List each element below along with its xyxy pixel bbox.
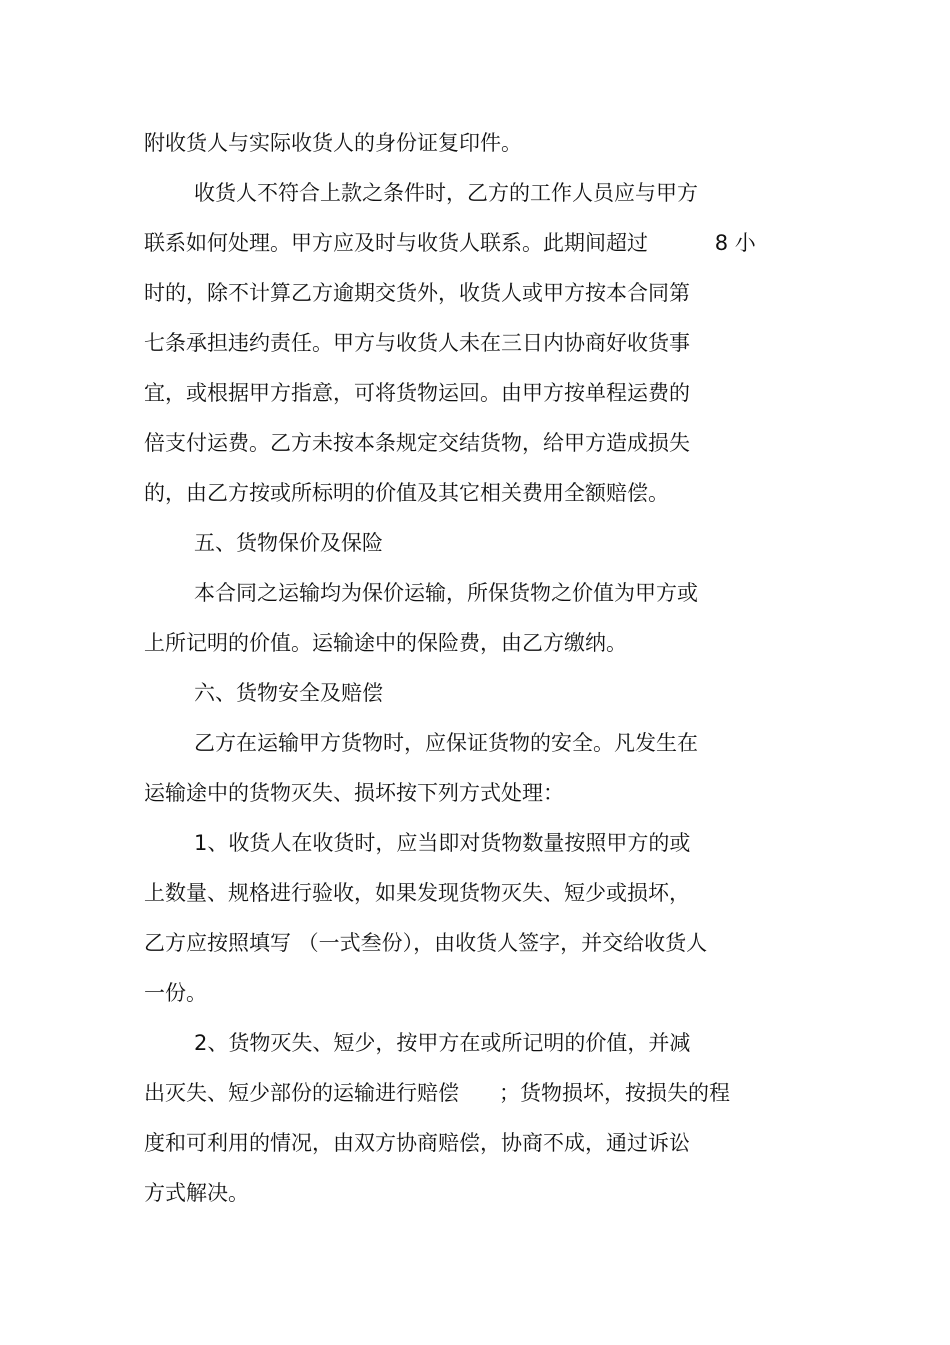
text-line: 上数量、规格进行验收，如果发现货物灭失、短少或损坏， xyxy=(144,881,690,905)
text-line: 一份。 xyxy=(144,981,207,1005)
text-line: 附收货人与实际收货人的身份证复印件。 xyxy=(144,131,522,155)
text-line: 度和可利用的情况，由双方协商赔偿，协商不成，通过诉讼 xyxy=(144,1131,690,1155)
text-line: 上所记明的价值。运输途中的保险费，由乙方缴纳。 xyxy=(144,631,627,655)
text-line: 方式解决。 xyxy=(144,1181,249,1205)
text-line: 本合同之运输均为保价运输，所保货物之价值为甲方或 xyxy=(194,581,698,605)
text-line: 收货人不符合上款之条件时，乙方的工作人员应与甲方 xyxy=(194,181,698,205)
list-item-line: 1、收货人在收货时，应当即对货物数量按照甲方的或 xyxy=(194,831,691,855)
text-line: 运输途中的货物灭失、损坏按下列方式处理： xyxy=(144,781,564,805)
text-line: 联系如何处理。甲方应及时与收货人联系。此期间超过 8 小 xyxy=(144,231,756,255)
text-line: 乙方在运输甲方货物时，应保证货物的安全。凡发生在 xyxy=(194,731,698,755)
section-heading: 五、货物保价及保险 xyxy=(194,531,383,555)
text-line: 乙方应按照填写 （一式叁份），由收货人签字，并交给收货人 xyxy=(144,931,708,955)
text-line: 的，由乙方按或所标明的价值及其它相关费用全额赔偿。 xyxy=(144,481,669,505)
section-heading: 六、货物安全及赔偿 xyxy=(194,681,383,705)
text-line: 宜，或根据甲方指意，可将货物运回。由甲方按单程运费的 xyxy=(144,381,690,405)
text-line: 时的，除不计算乙方逾期交货外，收货人或甲方按本合同第 xyxy=(144,281,690,305)
text-line: 七条承担违约责任。甲方与收货人未在三日内协商好收货事 xyxy=(144,331,690,355)
text-line: 出灭失、短少部份的运输进行赔偿 ；货物损坏，按损失的程 xyxy=(144,1081,731,1105)
text-line: 倍支付运费。乙方未按本条规定交结货物，给甲方造成损失 xyxy=(144,431,690,455)
list-item-line: 2、货物灭失、短少，按甲方在或所记明的价值，并减 xyxy=(194,1031,691,1055)
